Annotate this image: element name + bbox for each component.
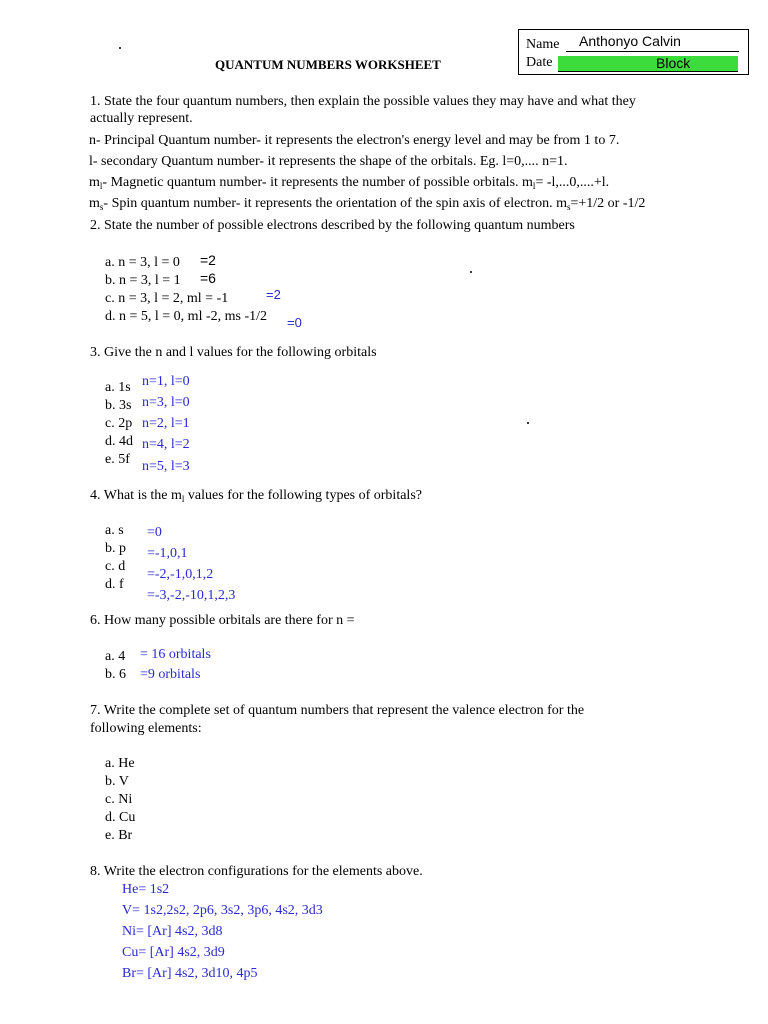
q4-item-c: c. d [105, 559, 126, 574]
q8-answer-ni: Ni= [Ar] 4s2, 3d8 [122, 924, 223, 939]
q3-answer-b: n=3, l=0 [142, 395, 190, 410]
q8-answer-he: He= 1s2 [122, 882, 170, 897]
name-label: Name [526, 37, 560, 52]
q6-item-b: b. 6 [105, 667, 126, 682]
q7-item-cu: d. Cu [105, 810, 136, 825]
name-underline [566, 51, 739, 52]
q3-answer-c: n=2, l=1 [142, 416, 190, 431]
q3-prompt: 3. Give the n and l values for the following orbitals [90, 345, 377, 360]
q4-prompt: 4. What is the $m_l$ values for the following types of orbitals? [90, 488, 422, 504]
q7-item-v: b. V [105, 774, 129, 789]
q2-item-a: a. n = 3, l = 0 [105, 255, 180, 270]
q7-prompt-line2: following elements: [90, 721, 202, 736]
q6-answer-a: = 16 orbitals [140, 647, 211, 662]
q1-prompt-line1: 1. State the four quantum numbers, then explain the possible values they may have and what they [90, 94, 636, 109]
q3-item-b: b. 3s [105, 398, 132, 413]
q1-n-answer: n- Principal Quantum number- it represents the electron's energy level and may be from 1 to 7. [89, 133, 620, 148]
q4-answer-d: =-3,-2,-10,1,2,3 [147, 588, 236, 603]
q7-item-ni: c. Ni [105, 792, 133, 807]
q8-answer-v: V= 1s2,2s2, 2p6, 3s2, 3p6, 4s2, 3d3 [122, 903, 323, 918]
q1-ms-answer: $m_s-$ Spin quantum number- it represents the orientation of the spin axis of electron. $m_s=+1/2$ or -1/2 [89, 196, 646, 212]
q3-answer-d: n=4, l=2 [142, 437, 190, 452]
q1-prompt-line2: actually represent. [90, 111, 193, 126]
stray-mark [527, 422, 529, 424]
name-value: Anthonyo Calvin [579, 33, 681, 49]
q3-item-a: a. 1s [105, 380, 131, 395]
q6-answer-b: =9 orbitals [140, 667, 201, 682]
q4-answer-b: =-1,0,1 [147, 546, 188, 561]
date-underline [558, 71, 738, 72]
q7-prompt-line1: 7. Write the complete set of quantum numbers that represent the valence electron for the [90, 703, 585, 718]
q6-prompt: 6. How many possible orbitals are there for n = [90, 613, 355, 628]
q3-item-d: d. 4d [105, 434, 133, 449]
q7-item-he: a. He [105, 756, 135, 771]
q8-answer-br: Br= [Ar] 4s2, 3d10, 4p5 [122, 966, 258, 981]
stray-mark [470, 271, 472, 273]
page-title: QUANTUM NUMBERS WORKSHEET [215, 57, 441, 72]
q3-item-c: c. 2p [105, 416, 133, 431]
q2-answer-b: =6 [200, 270, 216, 286]
q1-ml-answer: $m_l-$ Magnetic quantum number- it represents the number of possible orbitals. $m_l= -l,...0,....+l$. [89, 175, 610, 191]
q4-item-a: a. s [105, 523, 124, 538]
q7-item-br: e. Br [105, 828, 133, 843]
block-highlight [558, 56, 738, 71]
block-label: Block [656, 55, 691, 71]
q3-answer-e: n=5, l=3 [142, 459, 190, 474]
q2-prompt: 2. State the number of possible electrons described by the following quantum numbers [90, 218, 575, 233]
q4-item-d: d. f [105, 577, 124, 592]
q1-l-answer: l- secondary Quantum number- it represents the shape of the orbitals. Eg. l=0,.... n=1. [89, 154, 568, 169]
stray-mark [119, 47, 121, 49]
q8-prompt: 8. Write the electron configurations for the elements above. [90, 864, 423, 879]
q2-answer-a: =2 [200, 252, 216, 268]
q2-item-c: c. n = 3, l = 2, ml = -1 [105, 291, 229, 306]
q3-answer-a: n=1, l=0 [142, 374, 190, 389]
q6-item-a: a. 4 [105, 649, 126, 664]
q8-answer-cu: Cu= [Ar] 4s2, 3d9 [122, 945, 225, 960]
q4-item-b: b. p [105, 541, 126, 556]
q3-item-e: e. 5f [105, 452, 130, 467]
q2-answer-c: =2 [266, 287, 281, 302]
q2-item-d: d. n = 5, l = 0, ml -2, ms -1/2 [105, 309, 268, 324]
date-label: Date [526, 55, 553, 70]
q2-answer-d: =0 [287, 315, 302, 330]
q4-answer-a: =0 [147, 525, 162, 540]
q4-answer-c: =-2,-1,0,1,2 [147, 567, 214, 582]
q2-item-b: b. n = 3, l = 1 [105, 273, 181, 288]
